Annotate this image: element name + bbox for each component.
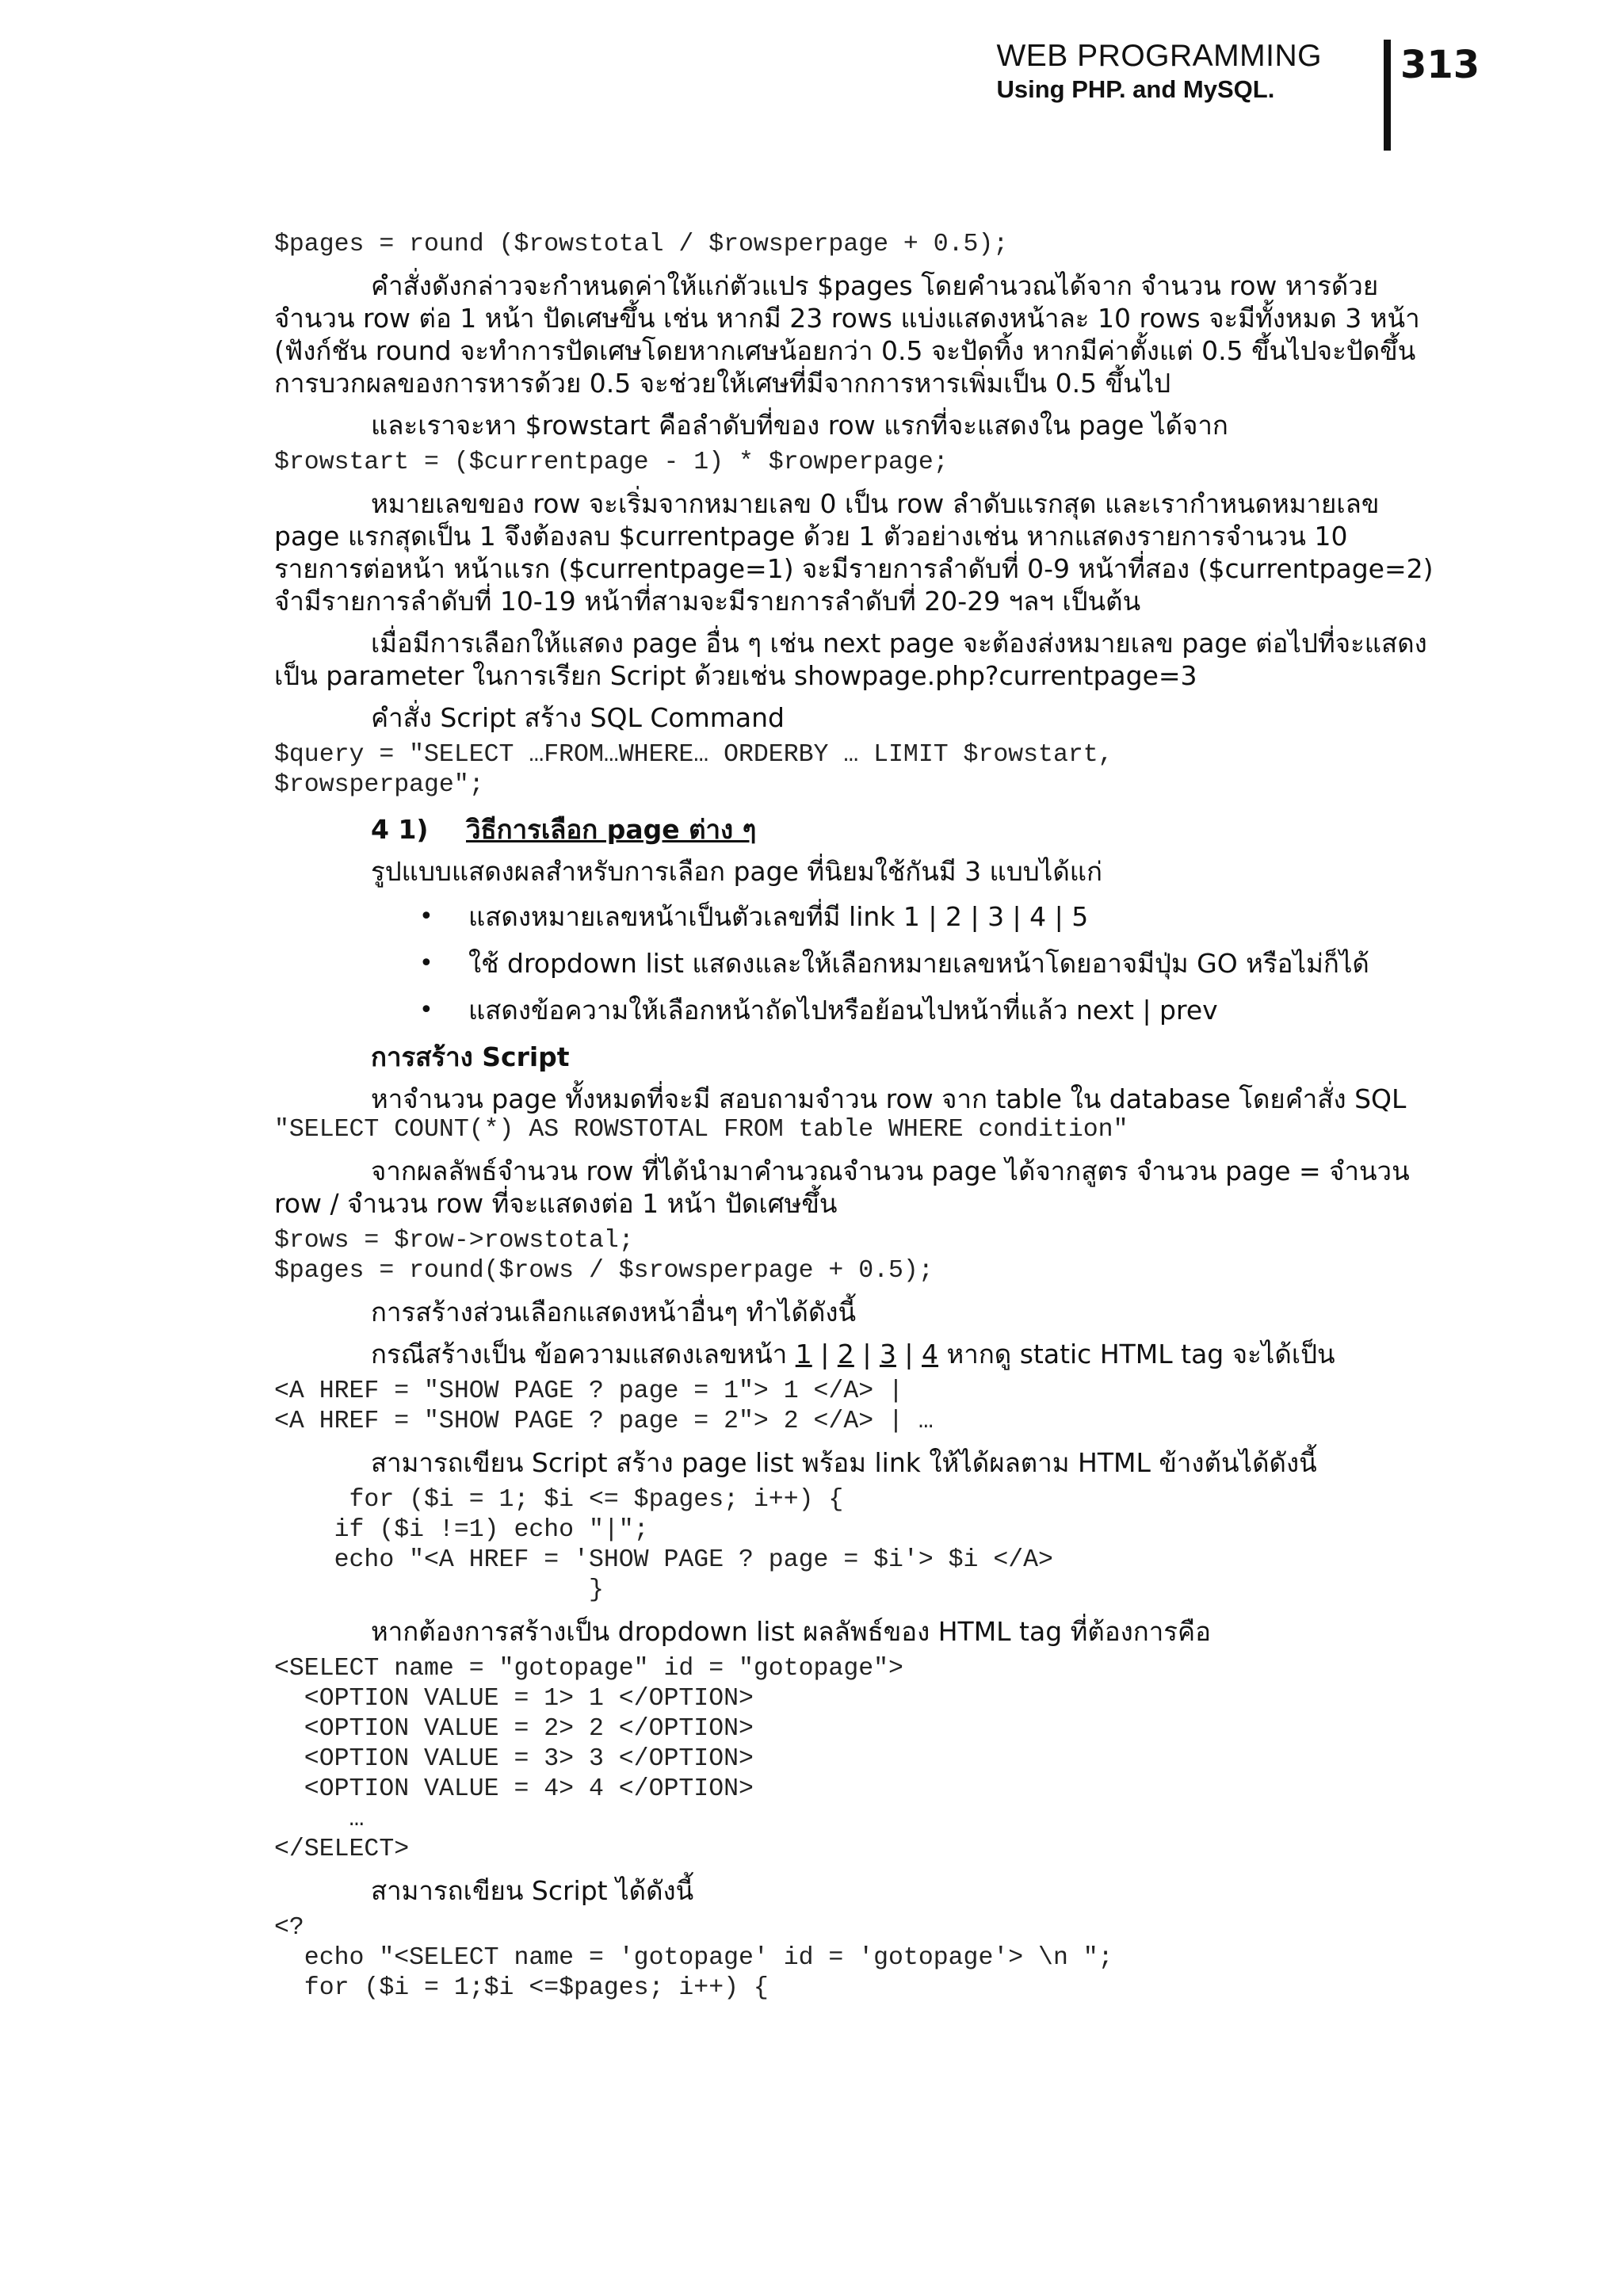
code-query: $query = "SELECT …FROM…WHERE… ORDERBY … LIMIT $rowstart, $rowsperpage"; (274, 741, 1113, 799)
paragraph-next-page: เมื่อมีการเลือกให้แสดง page อื่น ๆ เช่น next page จะต้องส่งหมายเลข page ต่อไปที่จะแสดงเป็น parameter ในการเรียก Script ด้วยเช่น showpage.php?currentpage=3 (274, 628, 1427, 691)
bullet-mark: • (419, 996, 433, 1024)
paragraph-page-select-styles: รูปแบบแสดงผลสำหรับการเลือก page ที่นิยมใช้กันมี 3 แบบได้แก่ (371, 856, 1103, 887)
paragraph-page-list-script: สามารถเขียน Script สร้าง page list พร้อม link ให้ได้ผลตาม HTML ข้างต้นได้ดังนี้ (371, 1447, 1317, 1478)
bullet-list (274, 900, 1439, 1026)
page-body (274, 230, 1439, 2004)
paragraph-page-formula: จากผลลัพธ์จำนวน row ที่ได้นำมาคำนวณจำนวน page ได้จากสูตร จำนวน page = จำนวน row / จำนวน row ที่จะแสดงต่อ 1 หน้า ปัดเศษขึ้น (274, 1156, 1410, 1219)
book-subtitle: Using PHP. and MySQL. (996, 75, 1275, 103)
page-number: 313 (1400, 43, 1480, 87)
bullet-mark: • (419, 903, 433, 930)
paragraph-dropdown-script: สามารถเขียน Script ได้ดังนี้ (371, 1875, 694, 1906)
section-title: วิธีการเลือก page ต่าง ๆ (466, 814, 757, 845)
paragraph-pages-explanation: คำสั่งดังกล่าวจะกำหนดค่าให้แก่ตัวแปร $pages โดยคำนวณได้จาก จำนวน row หารด้วยจำนวน row ต่อ 1 หน้า ปัดเศษขึ้น เช่น หากมี 23 rows แบ่งแสดงหน้าละ 10 rows จะมีทั้งหมด 3 หน้า (ฟังก์ชัน round จะทำการปัดเศษโดยหากเศษน้อยกว่า 0.5 จะปัดทิ้ง หากมีค่าตั้งแต่ 0.5 ขึ้นไปจะปัดขึ้น การบวกผลของการหารด้วย 0.5 จะช่วยให้เศษที่มีจากการหารเพิ่มเป็น 0.5 ขึ้นไป (274, 270, 1420, 399)
code-anchor-tags: <A HREF = "SHOW PAGE ? page = 1"> 1 </A> | <A HREF = "SHOW PAGE ? page = 2"> 2 </A> | … (274, 1377, 934, 1435)
code-php-select: <? echo "<SELECT name = 'gotopage' id = 'gotopage'> \n "; for ($i = 1;$i <=$pages; i++) { (274, 1914, 1113, 2002)
code-rows-pages: $rows = $row->rowstotal; $pages = round($rows / $srowsperpage + 0.5); (274, 1227, 934, 1285)
code-select-tag: <SELECT name = "gotopage" id = "gotopage"> <OPTION VALUE = 1> 1 </OPTION> <OPTION VALUE = 2> 2 </OPTION> <OPTION VALUE = 3> 3 </OPTION> <OPTION VALUE = 4> 4 </OPTION> … </SELECT> (274, 1655, 903, 1863)
page-link: 4 (922, 1339, 939, 1370)
code-rowstart: $rowstart = ($currentpage - 1) * $rowperpage; (274, 449, 949, 476)
paragraph-page-links: กรณีสร้างเป็น ข้อความแสดงเลขหน้า 1 | 2 | 3 | 4 หากดู static HTML tag จะได้เป็น (371, 1339, 1335, 1370)
list-item: • แสดงหมายเลขหน้าเป็นตัวเลขที่มี link 1 | 2 | 3 | 4 | 5 (419, 901, 1089, 932)
section-heading (371, 813, 1439, 846)
page-link: 3 (879, 1339, 896, 1370)
page-link: 2 (837, 1339, 854, 1370)
list-item: • ใช้ dropdown list แสดงและให้เลือกหมายเลขหน้าโดยอาจมีปุ่ม GO หรือไม่ก็ได้ (419, 948, 1369, 979)
list-item: • แสดงข้อความให้เลือกหน้าถัดไปหรือย้อนไปหน้าที่แล้ว next | prev (419, 995, 1218, 1026)
paragraph-count-pages: หาจำนวน page ทั้งหมดที่จะมี สอบถามจำวน row จาก table ใน database โดยคำสั่ง SQL (371, 1083, 1407, 1114)
book-title: WEB PROGRAMMING (996, 39, 1322, 73)
bullet-mark: • (419, 949, 433, 977)
code-for-loop: for ($i = 1; $i <= $pages; i++) { if ($i !=1) echo "|"; echo "<A HREF = 'SHOW PAGE ? page = $i'> $i </A> } (334, 1486, 1053, 1604)
subheading-create-script: การสร้าง Script (371, 1041, 570, 1072)
section-number: 4 1) (371, 814, 429, 845)
paragraph-row-numbering: หมายเลขของ row จะเริ่มจากหมายเลข 0 เป็น row ลำดับแรกสุด และเรากำหนดหมายเลข page แรกสุดเป็น 1 จึงต้องลบ $currentpage ด้วย 1 ตัวอย่างเช่น หากแสดงรายการจำนวน 10 รายการต่อหน้า หน้าแรก ($currentpage=1) จะมีรายการลำดับที่ 0-9 หน้าที่สอง ($currentpage=2) จำมีรายการลำดับที่ 10-19 หน้าที่สามจะมีรายการลำดับที่ 20-29 ฯลฯ เป็นต้น (274, 488, 1434, 617)
running-header (996, 38, 1322, 105)
paragraph-sql-command: คำสั่ง Script สร้าง SQL Command (371, 702, 785, 733)
code-count-sql: "SELECT COUNT(*) AS ROWSTOTAL FROM table WHERE condition" (274, 1116, 1128, 1144)
header-divider (1384, 40, 1391, 151)
page-link: 1 (795, 1339, 812, 1370)
paragraph-dropdown-html: หากต้องการสร้างเป็น dropdown list ผลลัพธ์ของ HTML tag ที่ต้องการคือ (371, 1616, 1211, 1647)
paragraph-other-pages: การสร้างส่วนเลือกแสดงหน้าอื่นๆ ทำได้ดังนี้ (371, 1297, 857, 1328)
code-pages-round: $pages = round ($rowstotal / $rowsperpage + 0.5); (274, 231, 1009, 258)
paragraph-rowstart-intro: และเราจะหา $rowstart คือลำดับที่ของ row แรกที่จะแสดงใน page ได้จาก (371, 410, 1228, 441)
